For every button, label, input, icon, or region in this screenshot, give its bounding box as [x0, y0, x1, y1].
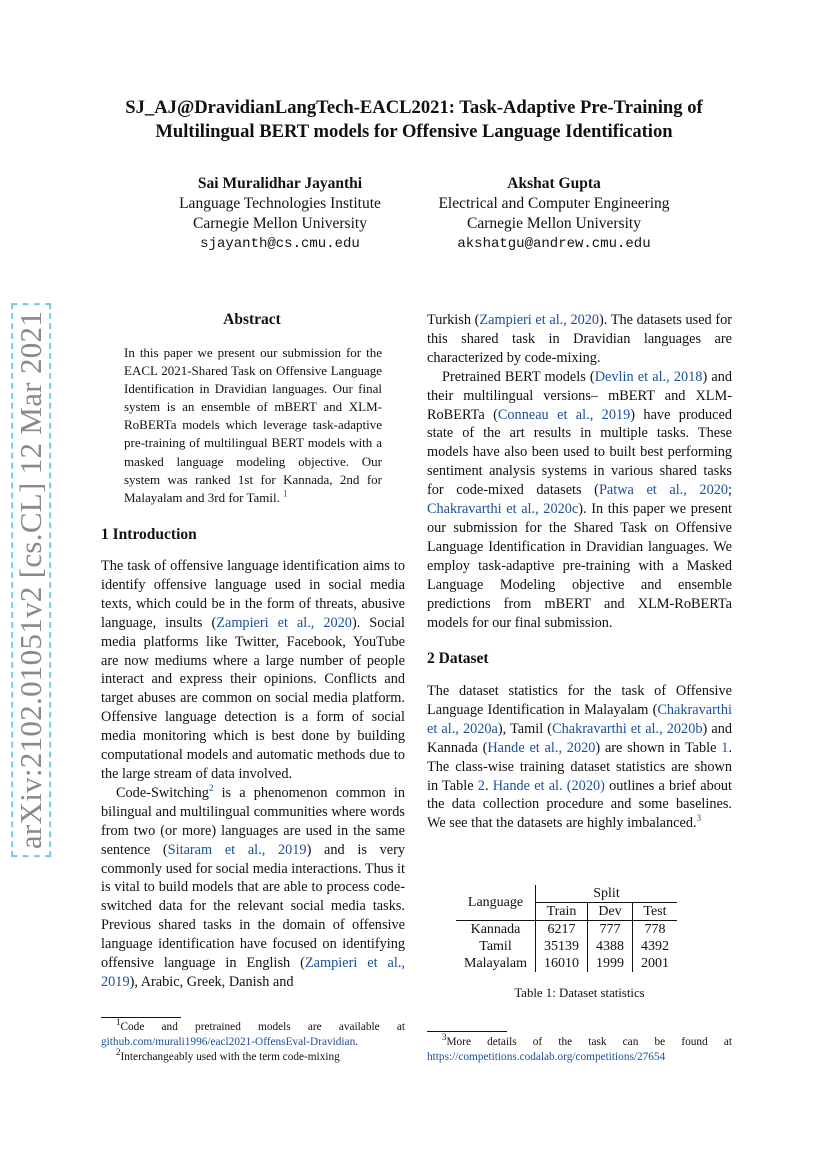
dataset-statistics-table	[456, 885, 677, 972]
footnote-1-link-line: github.com/murali1996/eacl2021-OffensEval-Dravidian.	[101, 1036, 359, 1048]
citation-link[interactable]: Zampieri et al., 2020	[216, 614, 352, 631]
intro-paragraph-1: The task of offensive language identification aims to identify offensive language used in social media texts, which could be in the form of threats, abusive language, insults (Zampieri et al., 2020). Social media platforms like Twitter, Facebook, YouTube are now mediums where a large number of people interact and express their opinions. Conflicts and target abuses are common on social media platform. Offensive language detection is a form of social media monitoring which is best done by building computational models and automatic methods due to the large stream of data involved.	[101, 558, 405, 782]
citation-link[interactable]: Sitaram et al., 2019	[167, 841, 307, 858]
author-department: Electrical and Computer Engineering	[438, 195, 670, 212]
table-ref-link[interactable]: 2	[477, 777, 485, 794]
footnote-3: $^3$More details of the task can be found at	[442, 1032, 732, 1048]
paper-title	[60, 96, 768, 144]
table-header-train: Train	[535, 903, 587, 921]
footnote-ref-1[interactable]: 1	[283, 488, 288, 499]
table-ref-link[interactable]: 1	[721, 739, 729, 756]
arxiv-stamp	[6, 310, 56, 850]
section-heading-introduction: 1 Introduction	[101, 526, 197, 543]
citation-link[interactable]: Chakravarthi et al., 2020b	[552, 720, 703, 737]
table-header-dev: Dev	[587, 903, 632, 921]
author-name: Akshat Gupta	[507, 175, 601, 192]
footnote-ref-2[interactable]: 2	[208, 783, 214, 794]
footnote-2: $^2$Interchangeably used with the term code-mixing	[116, 1047, 340, 1063]
abstract-body	[124, 344, 382, 507]
dataset-text	[427, 682, 732, 833]
footnotes-left	[101, 1017, 405, 1065]
footnote-divider	[427, 1031, 507, 1032]
table-header-test: Test	[632, 903, 677, 921]
intro-paragraph-2: Code-Switching$^2$ is a phenomenon common in bilingual and multilingual communities where words from two (or more) languages are used in the same sentence (Sitaram et al., 2019) and is very commonly used for social media interactions. Thus it is vital to build models that are able to process code-switched data for the relevant social media tasks. Previous shared tasks in the domain of offensive language identification have focused on identifying offensive language in English (Zampieri et al., 2019), Arabic, Greek, Danish and	[101, 783, 405, 990]
intro-paragraph-4: Pretrained BERT models (Devlin et al., 2018) and their multilingual versions– mBERT and XLM-RoBERTa (Conneau et al., 2019) have produced state of the art results in multiple tasks. These models have also been used to built best performing sentiment analysis systems in various shared tasks for code-mixed datasets (Patwa et al., 2020; Chakravarthi et al., 2020c). In this paper we present our submission for the Shared Task on Offensive Language Identification in Dravidian languages. We employ task-adaptive pre-training with a Masked Language Modeling objective and ensemble predictions from mBERT and XLM-RoBERTa models for our final submission.	[427, 368, 733, 631]
introduction-text	[101, 557, 405, 992]
author-university: Carnegie Mellon University	[193, 215, 367, 232]
citation-link[interactable]: Conneau et al., 2019	[497, 406, 631, 423]
title-line-2: Multilingual BERT models for Offensive Language Identification	[155, 121, 673, 142]
citation-link[interactable]: Zampieri et al., 2020	[479, 312, 600, 328]
author-department: Language Technologies Institute	[179, 195, 381, 212]
citation-link[interactable]: Zampieri et al., 2019	[101, 955, 405, 990]
citation-link[interactable]: Chakravarthi et al., 2020c	[427, 501, 579, 518]
abstract-text: In this paper we present our submission for the EACL 2021-Shared Task on Offensive Language Identification in Dravidian languages. Our final system is an ensemble of mBERT and XLM-RoBERTa models which leverage task-adaptive pre-training of multilingual BERT models with a masked language modeling objective. Our system was ranked 1st for Kannada, 2nd for Malayalam and 3rd for Tamil.	[124, 345, 382, 505]
title-line-1: SJ_AJ@DravidianLangTech-EACL2021: Task-Adaptive Pre-Training of	[125, 97, 703, 118]
table-row: Kannada 6217 777 778	[456, 921, 677, 939]
code-repository-link[interactable]: github.com/murali1996/eacl2021-OffensEval-Dravidian	[101, 1036, 356, 1048]
table-row: Tamil 35139 4388 4392	[456, 938, 677, 955]
author-email[interactable]: akshatgu@andrew.cmu.edu	[457, 236, 651, 252]
citation-link[interactable]: Patwa et al., 2020	[598, 482, 729, 499]
intro-paragraph-3: Turkish (Zampieri et al., 2020). The datasets used for this shared task in Dravidian languages are characterized by code-mixing.	[427, 312, 733, 366]
footnote-1: $^1$Code and pretrained models are available at	[116, 1017, 405, 1033]
table-row: Malayalam 16010 1999 2001	[456, 955, 677, 972]
citation-link[interactable]: Hande et al., 2020	[487, 739, 596, 756]
table-caption: Table 1: Dataset statistics	[514, 986, 645, 1000]
abstract-heading: Abstract	[223, 311, 281, 328]
footnote-divider	[101, 1017, 181, 1018]
section-heading-dataset: 2 Dataset	[427, 650, 489, 667]
table-header-split: Split	[535, 885, 677, 903]
introduction-continued	[427, 311, 732, 632]
footnote-ref-3[interactable]: 3	[696, 813, 702, 824]
competition-link[interactable]: https://competitions.codalab.org/competitions/27654	[427, 1051, 666, 1063]
author-email[interactable]: sjayanth@cs.cmu.edu	[200, 236, 360, 252]
dataset-paragraph: The dataset statistics for the task of Offensive Language Identification in Malayalam (Chakravarthi et al., 2020a), Tamil (Chakravarthi et al., 2020b) and Kannada (Hande et al., 2020) are shown in Table 1. The class-wise training dataset statistics are shown in Table 2. Hande et al. (2020) outlines a brief about the data collection procedure and some baselines. We see that the datasets are highly imbalanced.$^3$	[427, 683, 733, 832]
arxiv-identifier: arXiv:2102.01051v2 [cs.CL] 12 Mar 2021	[11, 303, 51, 857]
author-university: Carnegie Mellon University	[467, 215, 641, 232]
author-block-1	[150, 174, 410, 254]
citation-link[interactable]: Hande et al. (2020)	[492, 777, 605, 794]
citation-link[interactable]: Chakravarthi et al., 2020a	[427, 701, 732, 737]
footnotes-right	[427, 1032, 732, 1065]
citation-link[interactable]: Devlin et al., 2018	[594, 368, 703, 385]
author-block-2	[420, 174, 688, 254]
author-name: Sai Muralidhar Jayanthi	[197, 175, 363, 192]
table-header-language: Language	[467, 895, 524, 910]
footnote-3-link-line	[427, 1050, 732, 1065]
